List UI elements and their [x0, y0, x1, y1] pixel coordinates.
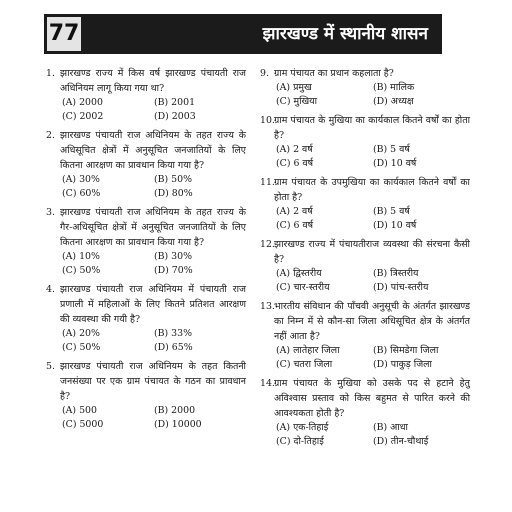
answer-option: (A) लातेहार जिला	[276, 345, 340, 356]
answer-option: (C) चार-स्तरीय	[276, 282, 330, 293]
question-number: 10.	[260, 115, 275, 126]
question-number: 12.	[260, 239, 275, 250]
question-block	[46, 66, 246, 124]
answer-option: (C) 50%	[62, 265, 101, 276]
answer-option: (C) 6 वर्ष	[276, 158, 314, 169]
answer-option: (A) 2000	[62, 97, 103, 108]
answer-option: (B) 33%	[154, 328, 193, 339]
question-text: भारतीय संविधान की पाँचवी अनुसूची के अंतर्गत झारखण्ड का निम्न में से कौन-सा जिला अधिसूचित क्षेत्र के अंतर्गत नहीं आता है?	[274, 301, 470, 342]
answer-option: (A) 2 वर्ष	[276, 206, 313, 217]
answer-option: (B) 5 वर्ष	[373, 144, 410, 155]
answer-option: (C) 5000	[62, 419, 104, 430]
question-number: 13.	[260, 301, 275, 312]
question-number: 2.	[46, 130, 55, 141]
question-text: झारखण्ड राज्य में किस वर्ष झारखण्ड पंचायती राज अधिनियम लागू किया गया था?	[60, 68, 246, 94]
answer-option: (D) 10 वर्ष	[373, 220, 417, 231]
answer-option: (C) 60%	[62, 188, 101, 199]
chapter-title: झारखण्ड में स्थानीय शासन	[262, 24, 428, 44]
answer-option: (C) 6 वर्ष	[276, 220, 314, 231]
question-text: ग्राम पंचायत के मुखिया का कार्यकाल कितने वर्षों का होता है?	[274, 115, 470, 141]
answer-option: (C) मुखिया	[276, 96, 318, 107]
page-number: 77	[44, 14, 84, 54]
question-number: 4.	[46, 284, 55, 295]
answer-option: (C) दो-तिहाई	[276, 436, 324, 447]
answer-options	[276, 421, 470, 449]
question-number: 14.	[260, 378, 275, 389]
answer-options	[276, 344, 470, 372]
question-block	[46, 359, 246, 432]
question-text: ग्राम पंचायत के मुखिया को उसके पद से हटाने हेतु अविश्वास प्रस्ताव को किस बहुमत से पारित करने की आवश्यकता होती है?	[274, 378, 470, 419]
question-block	[46, 128, 246, 201]
answer-option: (B) 2001	[154, 97, 196, 108]
question-number: 11.	[260, 177, 275, 188]
answer-option: (B) त्रिस्तरीय	[373, 268, 419, 279]
answer-option: (B) 5 वर्ष	[373, 206, 410, 217]
question-number: 9.	[260, 68, 269, 79]
question-text: ग्राम पंचायत के उपमुखिया का कार्यकाल कितने वर्षों का होता है?	[274, 177, 470, 203]
answer-options	[276, 81, 470, 109]
answer-options	[62, 173, 246, 201]
question-text: झारखण्ड पंचायती राज अधिनियम में पंचायती राज प्रणाली में महिलाओं के लिए कितने प्रतिशत आरक्षण की व्यवस्था की गयी है?	[60, 284, 246, 325]
answer-option: (B) आधा	[373, 422, 408, 433]
answer-option: (A) 30%	[62, 174, 100, 185]
question-block	[260, 237, 470, 295]
answer-options	[276, 205, 470, 233]
chapter-header	[44, 14, 442, 54]
answer-option: (B) 50%	[154, 174, 193, 185]
answer-option: (B) 2000	[154, 405, 196, 416]
answer-option: (D) 65%	[154, 342, 193, 353]
question-text: झारखण्ड पंचायती राज अधिनियम के तहत राज्य के अधिसूचित क्षेत्रों में अनुसूचित जनजातियों के लिए कितना आरक्षण का प्रावधान किया गया है?	[60, 130, 246, 171]
question-number: 1.	[46, 68, 55, 79]
answer-option: (C) 2002	[62, 111, 104, 122]
question-block	[260, 376, 470, 449]
question-text: झारखण्ड पंचायती राज अधिनियम के तहत राज्य के गैर-अधिसूचित क्षेत्रों में अनुसूचित जनजातियों के लिए कितना आरक्षण का प्रावधान किया गया है?	[60, 207, 246, 248]
question-text: झारखण्ड पंचायती राज अधिनियम के तहत कितनी जनसंख्या पर एक ग्राम पंचायत के गठन का प्रावधान है?	[60, 361, 246, 402]
question-block	[260, 66, 470, 109]
question-block	[46, 205, 246, 278]
answer-option: (B) 30%	[154, 251, 193, 262]
right-column	[260, 66, 470, 453]
answer-option: (B) मालिक	[373, 82, 415, 93]
answer-option: (C) चतरा जिला	[276, 359, 333, 370]
answer-options	[62, 96, 246, 124]
left-column	[46, 66, 246, 436]
answer-option: (A) 10%	[62, 251, 100, 262]
answer-option: (B) सिमडेगा जिला	[373, 345, 439, 356]
answer-option: (A) द्विस्तरीय	[276, 268, 322, 279]
answer-options	[276, 143, 470, 171]
question-number: 5.	[46, 361, 55, 372]
answer-option: (D) 10 वर्ष	[373, 158, 417, 169]
answer-option: (D) पाकुड़ जिला	[373, 359, 432, 370]
answer-option: (D) तीन-चौथाई	[373, 436, 429, 447]
question-text: ग्राम पंचायत का प्रधान कहलाता है?	[274, 68, 394, 79]
question-block	[260, 175, 470, 233]
answer-option: (D) 80%	[154, 188, 193, 199]
answer-option: (A) 500	[62, 405, 97, 416]
question-block	[260, 113, 470, 171]
answer-option: (A) प्रमुख	[276, 82, 312, 93]
answer-option: (A) 20%	[62, 328, 100, 339]
answer-options	[62, 250, 246, 278]
question-block	[260, 299, 470, 372]
answer-options	[62, 327, 246, 355]
question-number: 3.	[46, 207, 55, 218]
question-block	[46, 282, 246, 355]
answer-option: (D) 2003	[154, 111, 196, 122]
answer-option: (C) 50%	[62, 342, 101, 353]
answer-options	[276, 267, 470, 295]
answer-option: (D) अध्यक्ष	[373, 96, 414, 107]
answer-option: (A) एक-तिहाई	[276, 422, 329, 433]
answer-option: (D) 70%	[154, 265, 193, 276]
question-text: झारखण्ड राज्य में पंचायतीराज व्यवस्था की संरचना कैसी है?	[274, 239, 470, 265]
answer-option: (D) 10000	[154, 419, 202, 430]
answer-option: (D) पांच-स्तरीय	[373, 282, 429, 293]
answer-options	[62, 404, 246, 432]
answer-option: (A) 2 वर्ष	[276, 144, 313, 155]
